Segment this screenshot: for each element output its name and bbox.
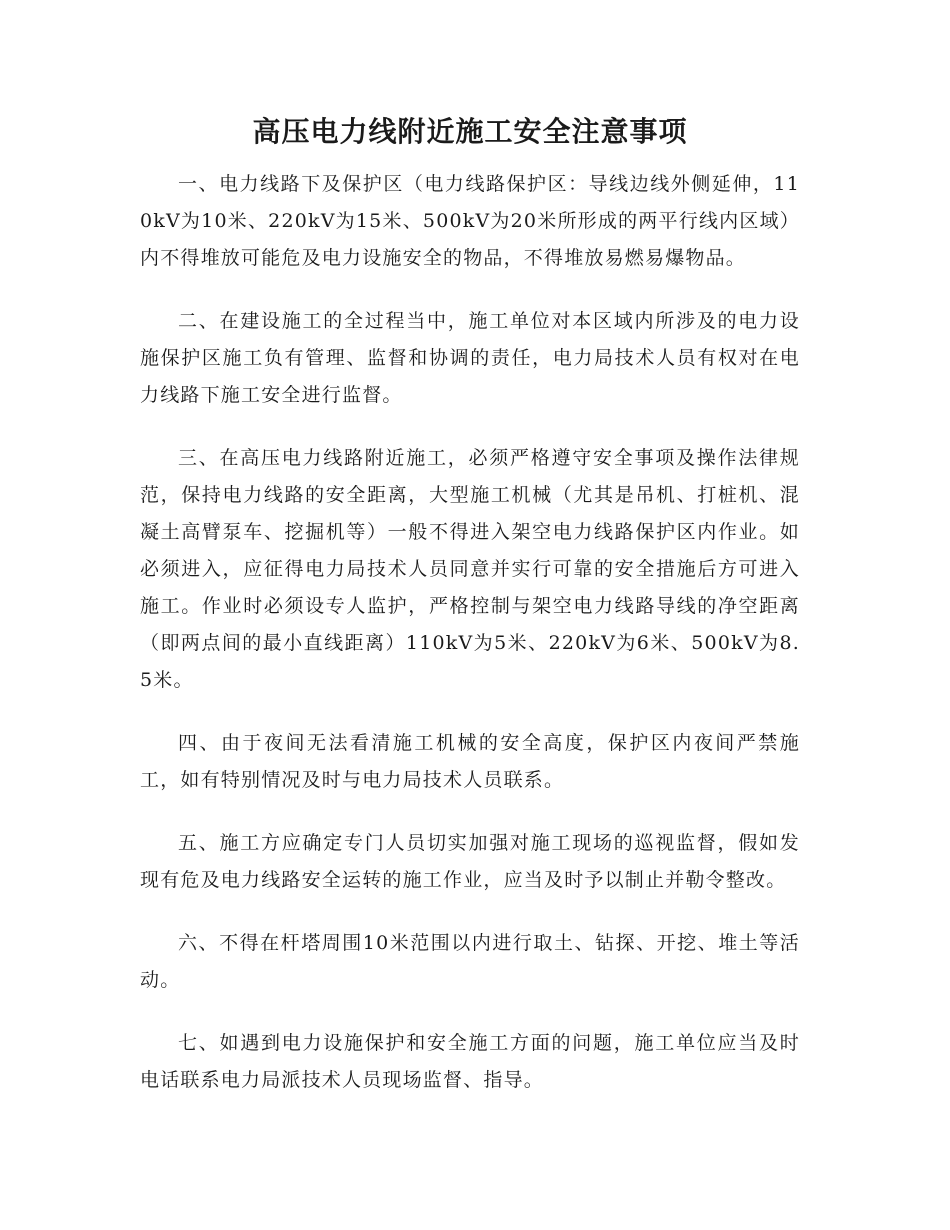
document-title: 高压电力线附近施工安全注意事项 (252, 115, 688, 148)
paragraph-2: 二、在建设施工的全过程当中，施工单位对本区域内所涉及的电力设施保护区施工负有管理、监督和协调的责任，电力局技术人员有权对在电力线路下施工安全进行监督。 (140, 310, 800, 406)
paragraph-6: 六、不得在杆塔周围10米范围以内进行取土、钻探、开挖、堆土等活动。 (140, 932, 800, 991)
paragraph-5: 五、施工方应确定专门人员切实加强对施工现场的巡视监督，假如发现有危及电力线路安全运转的施工作业，应当及时予以制止并勒令整改。 (140, 832, 800, 891)
document-body (140, 166, 800, 1125)
paragraph-1: 一、电力线路下及保护区（电力线路保护区：导线边线外侧延伸，110kV为10米、220kV为15米、500kV为20米所形成的两平行线内区域）内不得堆放可能危及电力设施安全的物品，不得堆放易燃易爆物品。 (140, 173, 800, 269)
paragraph-7: 七、如遇到电力设施保护和安全施工方面的问题，施工单位应当及时电话联系电力局派技术人员现场监督、指导。 (140, 1032, 800, 1091)
paragraph-4: 四、由于夜间无法看清施工机械的安全高度，保护区内夜间严禁施工，如有特别情况及时与电力局技术人员联系。 (140, 732, 800, 791)
paragraph-3: 三、在高压电力线路附近施工，必须严格遵守安全事项及操作法律规范，保持电力线路的安全距离，大型施工机械（尤其是吊机、打桩机、混凝土高臂泵车、挖掘机等）一般不得进入架空电力线路保护区内作业。如必须进入，应征得电力局技术人员同意并实行可靠的安全措施后方可进入施工。作业时必须设专人监护，严格控制与架空电力线路导线的净空距离（即两点间的最小直线距离）110kV为5米、220kV为6米、500kV为8.5米。 (140, 447, 800, 691)
